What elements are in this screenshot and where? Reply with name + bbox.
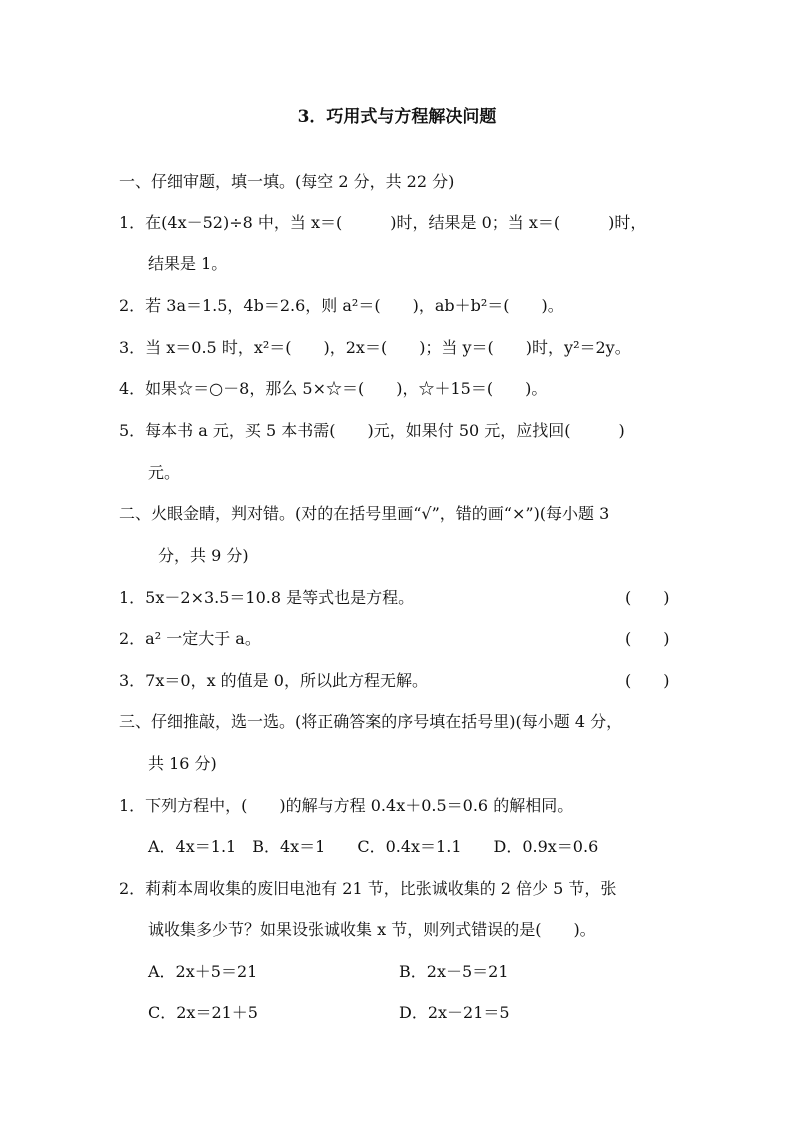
section-2-heading: 二、火眼金睛，判对错。(对的在括号里画“√”，错的画“×”)(每小题 3: [119, 504, 610, 523]
choice-question-2: 2．莉莉本周收集的废旧电池有 21 节，比张诚收集的 2 倍少 5 节，张: [119, 879, 617, 898]
judge-answer-bracket-2: ( ): [625, 629, 670, 648]
choice-question-2-option-c: C．2x＝21＋5: [148, 1003, 258, 1022]
section-3-heading-cont: 共 16 分): [148, 754, 217, 773]
choice-question-1: 1．下列方程中，( )的解与方程 0.4x＋0.5＝0.6 的解相同。: [119, 796, 574, 815]
question-1-1-cont: 结果是 1。: [148, 254, 228, 273]
question-1-4: 4．如果☆＝○－8，那么 5×☆＝( )，☆＋15＝( )。: [119, 379, 548, 398]
question-1-3: 3．当 x＝0.5 时，x²＝( )，2x＝( )；当 y＝( )时，y²＝2y。: [119, 338, 631, 357]
question-1-1: 1．在(4x－52)÷8 中，当 x＝( )时，结果是 0；当 x＝( )时，: [119, 213, 647, 232]
choice-question-2-option-b: B．2x－5＝21: [399, 962, 509, 981]
section-3-heading: 三、仔细推敲，选一选。(将正确答案的序号填在括号里)(每小题 4 分，: [119, 712, 623, 731]
question-1-5-cont: 元。: [148, 463, 181, 482]
choice-question-2-cont: 诚收集多少节？如果设张诚收集 x 节，则列式错误的是( )。: [148, 920, 596, 939]
section-1-heading: 一、仔细审题，填一填。(每空 2 分，共 22 分): [119, 172, 455, 191]
page-title: 3．巧用式与方程解决问题: [297, 107, 497, 127]
section-2-heading-cont: 分，共 9 分): [158, 546, 249, 565]
question-1-2: 2．若 3a＝1.5，4b＝2.6，则 a²＝( )，ab＋b²＝( )。: [119, 296, 564, 315]
judge-question-3: 3．7x＝0，x 的值是 0，所以此方程无解。: [119, 671, 428, 690]
choice-question-2-option-a: A．2x＋5＝21: [148, 962, 258, 981]
judge-answer-bracket-3: ( ): [625, 671, 670, 690]
choice-question-2-option-d: D．2x－21＝5: [399, 1003, 510, 1022]
judge-question-1: 1．5x－2×3.5＝10.8 是等式也是方程。: [119, 588, 415, 607]
question-1-5: 5．每本书 a 元，买 5 本书需( )元，如果付 50 元，应找回( ): [119, 421, 625, 440]
judge-question-2: 2．a² 一定大于 a。: [119, 629, 261, 648]
choice-question-1-options: A．4x＝1.1 B．4x＝1 C．0.4x＝1.1 D．0.9x＝0.6: [148, 837, 599, 856]
judge-answer-bracket-1: ( ): [625, 588, 670, 607]
